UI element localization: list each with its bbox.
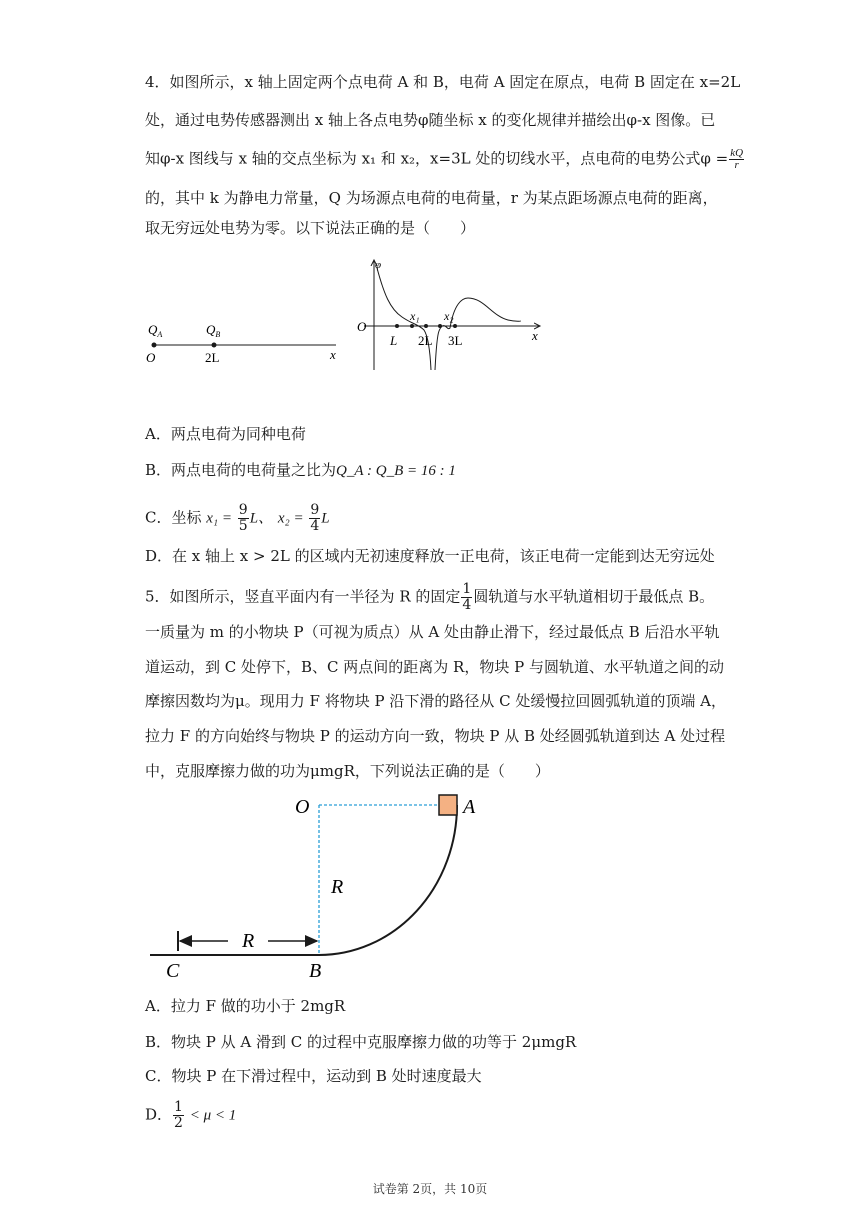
q5-line-6: 中，克服摩擦力做的功为μmgR，下列说法正确的是（ ）	[145, 762, 550, 780]
q5-option-c: C．物块 P 在下滑过程中，运动到 B 处时速度最大	[145, 1067, 482, 1085]
label-l: L	[390, 333, 398, 348]
label-r-horizontal: R	[242, 930, 255, 952]
block-p	[439, 795, 457, 815]
q4-option-c-frac2	[309, 503, 320, 534]
q5-line-1	[145, 582, 714, 613]
quarter-den: 4	[462, 597, 472, 613]
q4-line-5: 取无穷远处电势为零。以下说法正确的是（ ）	[145, 219, 476, 237]
q4-option-b-expr: Q_A : Q_B = 16 : 1	[336, 463, 456, 479]
label-origin-left: O	[146, 350, 156, 365]
tick-x2	[438, 324, 442, 328]
q4-line-3	[145, 148, 745, 171]
label-qa: $Q_A$	[148, 322, 163, 339]
q5-quarter-fraction	[461, 582, 472, 613]
q5-line-1-b: 圆轨道与水平轨道相切于最低点 B。	[473, 587, 715, 606]
label-phi: φ	[375, 259, 382, 271]
q4-line-1: 4．如图所示，x 轴上固定两个点电荷 A 和 B，电荷 A 固定在原点，电荷 B 固定在 x=2L	[145, 73, 741, 91]
frac1-num: 9	[238, 502, 248, 518]
label-2l-left: 2L	[205, 350, 220, 365]
q4-option-c-end: L	[321, 510, 330, 527]
label-x2: x₂	[444, 309, 454, 323]
potential-formula	[729, 148, 744, 171]
quarter-num: 1	[462, 581, 472, 597]
q5-line-1-a: 5．如图所示，竖直平面内有一半径为 R 的固定	[145, 587, 461, 606]
half-num: 1	[174, 1099, 183, 1115]
formula-numerator: kQ	[730, 147, 744, 159]
q4-option-c-text: C．坐标	[145, 508, 202, 527]
tick-l	[395, 324, 399, 328]
half-den: 2	[174, 1115, 183, 1131]
label-c: C	[166, 960, 180, 982]
q5-line-4: 摩擦因数均为μ。现用力 F 将物块 P 沿下滑的路径从 C 处缓慢拉回圆弧轨道的顶端 A，	[145, 692, 726, 710]
q5-option-d-half	[173, 1100, 184, 1131]
q4-option-c	[145, 503, 330, 534]
q4-option-c-x1: x₁ =	[206, 510, 233, 527]
charge-b-dot	[212, 343, 217, 348]
q5-line-5: 拉力 F 的方向始终与物块 P 的运动方向一致，物块 P 从 B 处经圆弧轨道到达 A 处过程	[145, 727, 726, 745]
q4-option-c-sep: L、	[249, 510, 274, 527]
q4-option-b-text: B．两点电荷的电荷量之比为	[145, 461, 337, 479]
q5-track-diagram	[140, 785, 500, 985]
q5-option-d-expr: < μ < 1	[189, 1107, 237, 1124]
tick-3l	[453, 324, 457, 328]
formula-denominator: r	[734, 159, 739, 171]
q5-option-d-label: D．	[145, 1105, 173, 1124]
frac2-num: 9	[310, 502, 320, 518]
frac1-den: 5	[238, 518, 248, 534]
q4-option-c-frac1	[238, 503, 249, 534]
label-b: B	[309, 960, 322, 982]
label-x-right: x	[532, 328, 538, 343]
charge-a-dot	[152, 343, 157, 348]
q4-option-d: D．在 x 轴上 x > 2L 的区域内无初速度释放一正电荷，该正电荷一定能到达无穷远处	[145, 547, 715, 565]
q4-line-3-text: 知φ-x 图线与 x 轴的交点坐标为 x₁ 和 x₂，x=3L 处的切线水平，点电荷的电势公式φ =	[145, 149, 729, 168]
label-r-vertical: R	[331, 876, 344, 898]
page-footer: 试卷第 2页，共 10页	[372, 1182, 488, 1196]
label-origin-right: O	[357, 319, 367, 334]
q4-charge-diagram	[140, 318, 350, 370]
label-a: A	[463, 796, 476, 818]
q5-option-a: A．拉力 F 做的功小于 2mgR	[145, 997, 346, 1015]
label-o: O	[295, 796, 310, 818]
q4-line-2: 处，通过电势传感器测出 x 轴上各点电势φ随坐标 x 的变化规律并描绘出φ-x 图像。已	[145, 111, 716, 129]
q5-option-d	[145, 1100, 236, 1131]
q4-phi-x-graph	[350, 254, 550, 372]
q4-option-c-x2: x₂ =	[277, 510, 304, 527]
q5-line-2: 一质量为 m 的小物块 P（可视为质点）从 A 处由静止滑下，经过最低点 B 后沿水平轨	[145, 623, 720, 641]
label-qb: $Q_B$	[206, 322, 221, 339]
label-x1: x₁	[410, 309, 420, 323]
label-x-left: x	[330, 347, 336, 362]
label-3l: 3L	[448, 333, 463, 348]
tick-2l	[424, 324, 428, 328]
q5-option-b: B．物块 P 从 A 滑到 C 的过程中克服摩擦力做的功等于 2μmgR	[145, 1033, 577, 1051]
tick-x1	[410, 324, 414, 328]
phi-curve-left	[377, 268, 431, 370]
q4-option-b	[145, 460, 456, 481]
q5-line-3: 道运动，到 C 处停下，B、C 两点间的距离为 R，物块 P 与圆轨道、水平轨道之间的动	[145, 658, 724, 676]
label-2l: 2L	[418, 333, 433, 348]
q4-line-4: 的，其中 k 为静电力常量，Q 为场源点电荷的电荷量，r 为某点距场源点电荷的距离，	[145, 189, 718, 207]
frac2-den: 4	[310, 518, 320, 534]
q4-option-a: A．两点电荷为同种电荷	[145, 425, 306, 443]
